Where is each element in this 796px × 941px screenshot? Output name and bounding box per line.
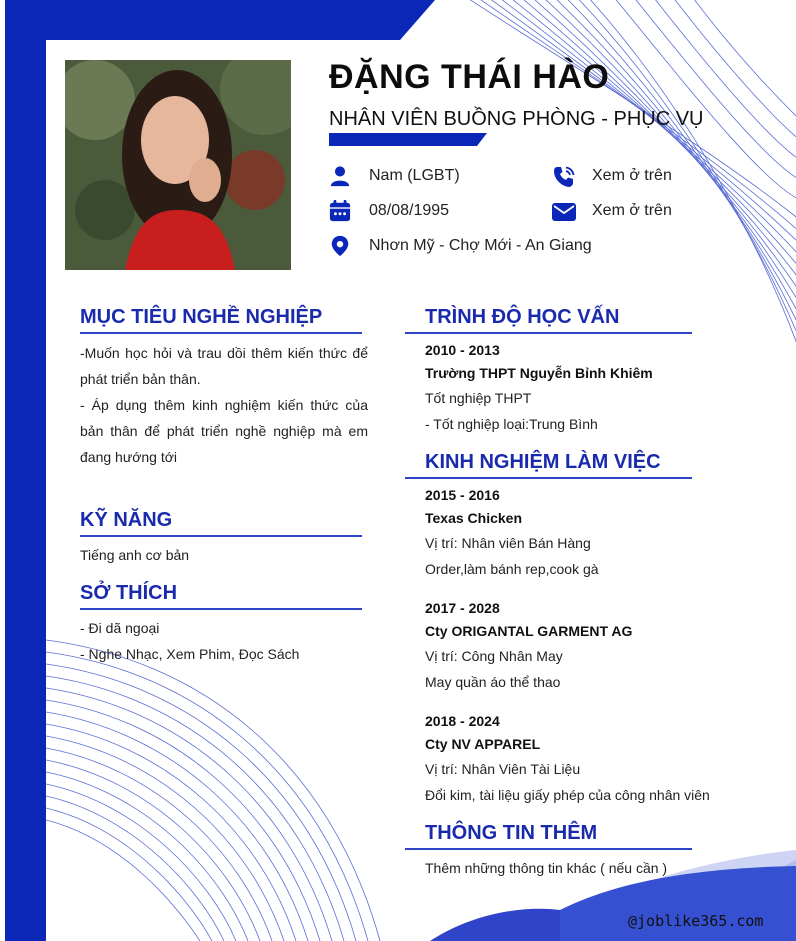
candidate-name: ĐẶNG THÁI HÀO [329, 58, 610, 96]
experience-period: 2015 - 2016 [425, 487, 500, 503]
hobbies-title: SỞ THÍCH [80, 582, 178, 604]
birthday-value: 08/08/1995 [369, 202, 450, 219]
experience-period: 2018 - 2024 [425, 713, 500, 729]
additional-text: Thêm những thông tin khác ( nếu cần ) [425, 860, 668, 876]
experience-detail: May quần áo thể thao [425, 674, 561, 690]
profile-photo [65, 60, 291, 270]
phone-value: Xem ở trên [592, 167, 672, 184]
watermark-text: @joblike365.com [628, 912, 764, 930]
experience-company: Cty NV APPAREL [425, 736, 541, 752]
education-school: Trường THPT Nguyễn Bỉnh Khiêm [425, 365, 653, 381]
education-period: 2010 - 2013 [425, 342, 500, 358]
location-pin-icon [329, 235, 351, 257]
additional-divider [405, 848, 692, 850]
objective-divider [80, 332, 362, 334]
skills-divider [80, 535, 362, 537]
education-detail: - Tốt nghiệp loại:Trung Bình [425, 416, 598, 432]
experience-divider [405, 477, 692, 479]
address-value: Nhơn Mỹ - Chợ Mới - An Giang [369, 237, 592, 254]
objective-title: MỤC TIÊU NGHỀ NGHIỆP [80, 306, 323, 328]
envelope-icon [552, 201, 576, 223]
job-title: NHÂN VIÊN BUỒNG PHÒNG - PHỤC VỤ [329, 108, 704, 130]
education-detail: Tốt nghiệp THPT [425, 390, 532, 406]
experience-company: Texas Chicken [425, 510, 523, 526]
hobby-item: - Đi dã ngoại [80, 620, 160, 636]
experience-detail: Order,làm bánh rep,cook gà [425, 561, 599, 577]
experience-detail: Vị trí: Công Nhân May [425, 648, 563, 664]
person-icon [329, 165, 351, 187]
experience-detail: Đổi kim, tài liệu giấy phép của công nhân viên [425, 787, 710, 803]
education-divider [405, 332, 692, 334]
objective-line: -Muốn học hỏi và trau dồi thêm kiến thức để phát triển bản thân. [80, 345, 368, 387]
email-value: Xem ở trên [592, 202, 672, 219]
skill-item: Tiếng anh cơ bản [80, 547, 190, 563]
experience-title: KINH NGHIỆM LÀM VIỆC [425, 451, 661, 473]
hobbies-divider [80, 608, 362, 610]
education-title: TRÌNH ĐỘ HỌC VẤN [425, 306, 620, 328]
hobby-item: - Nghe Nhạc, Xem Phim, Đọc Sách [80, 646, 300, 662]
objective-text [80, 340, 368, 470]
experience-company: Cty ORIGANTAL GARMENT AG [425, 623, 633, 639]
experience-detail: Vị trí: Nhân viên Bán Hàng [425, 535, 591, 551]
phone-icon [552, 165, 576, 189]
calendar-icon [329, 200, 351, 222]
gender-value: Nam (LGBT) [369, 167, 460, 184]
experience-detail: Vị trí: Nhân Viên Tài Liệu [425, 761, 581, 777]
additional-title: THÔNG TIN THÊM [425, 822, 598, 844]
skills-title: KỸ NĂNG [80, 509, 173, 531]
objective-line: - Áp dụng thêm kinh nghiệm kiến thức của bản thân để phát triển nghề nghiệp mà em đang hướng tới [80, 397, 368, 465]
experience-period: 2017 - 2028 [425, 600, 500, 616]
